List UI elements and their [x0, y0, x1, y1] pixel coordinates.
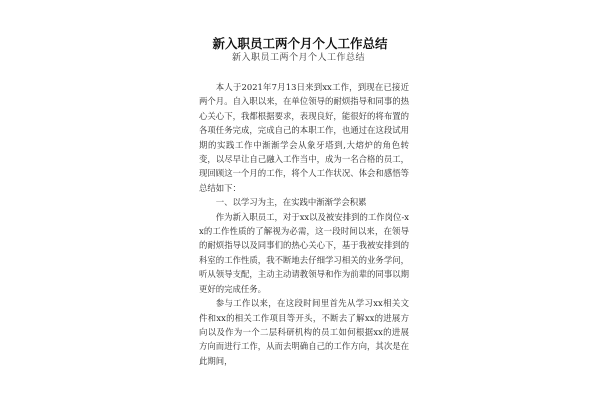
document-title: 新入职员工两个月个人工作总结: [212, 36, 388, 51]
paragraph-learning: 作为新入职员工，对于xx以及被安排到的工作岗位-xx的工作性质的了解视为必需，这一段时间以来，在领导的耐烦指导以及同事们的热心关心下，基于我被安排到的科室的工作性质，我不断地去仔细学习相关的业务学问，听从领导支配，主动主动请教领导和作为前辈的同事以期更好的完成任务。: [199, 211, 409, 294]
section-heading: 一、以学习为主，在实践中渐渐学会积累: [215, 197, 367, 208]
paragraph-intro: 本人于2021年7月13日来到xx工作，到现在已接近两个月。自入职以来，在单位领导的耐烦指导和同事的热心关心下，我都根据要求，表现良好，能很好的将布置的各项任务完成，完成自己的本职工作，也通过在这段试用期的实践工作中渐渐学会从象牙塔到,大熔炉的角色转变，以尽早让自己融入工作当中，成为一名合格的员工，现回顾这一个月的工作，将个人工作状况、体会和感悟等总结如下：: [199, 82, 409, 193]
paragraph-participation: 参与工作以来，在这段时间里首先从学习xx相关文件和xx的相关工作项目等开头，不断去了解xx的进展方向以及作为一个二层科研机构的员工如何根据xx的进展方向而进行工作，从而去明确自己的工作方向，其次是在此期间，: [199, 298, 409, 366]
document-body: [199, 80, 409, 368]
document-subtitle: 新入职员工两个月个人工作总结: [232, 53, 366, 63]
